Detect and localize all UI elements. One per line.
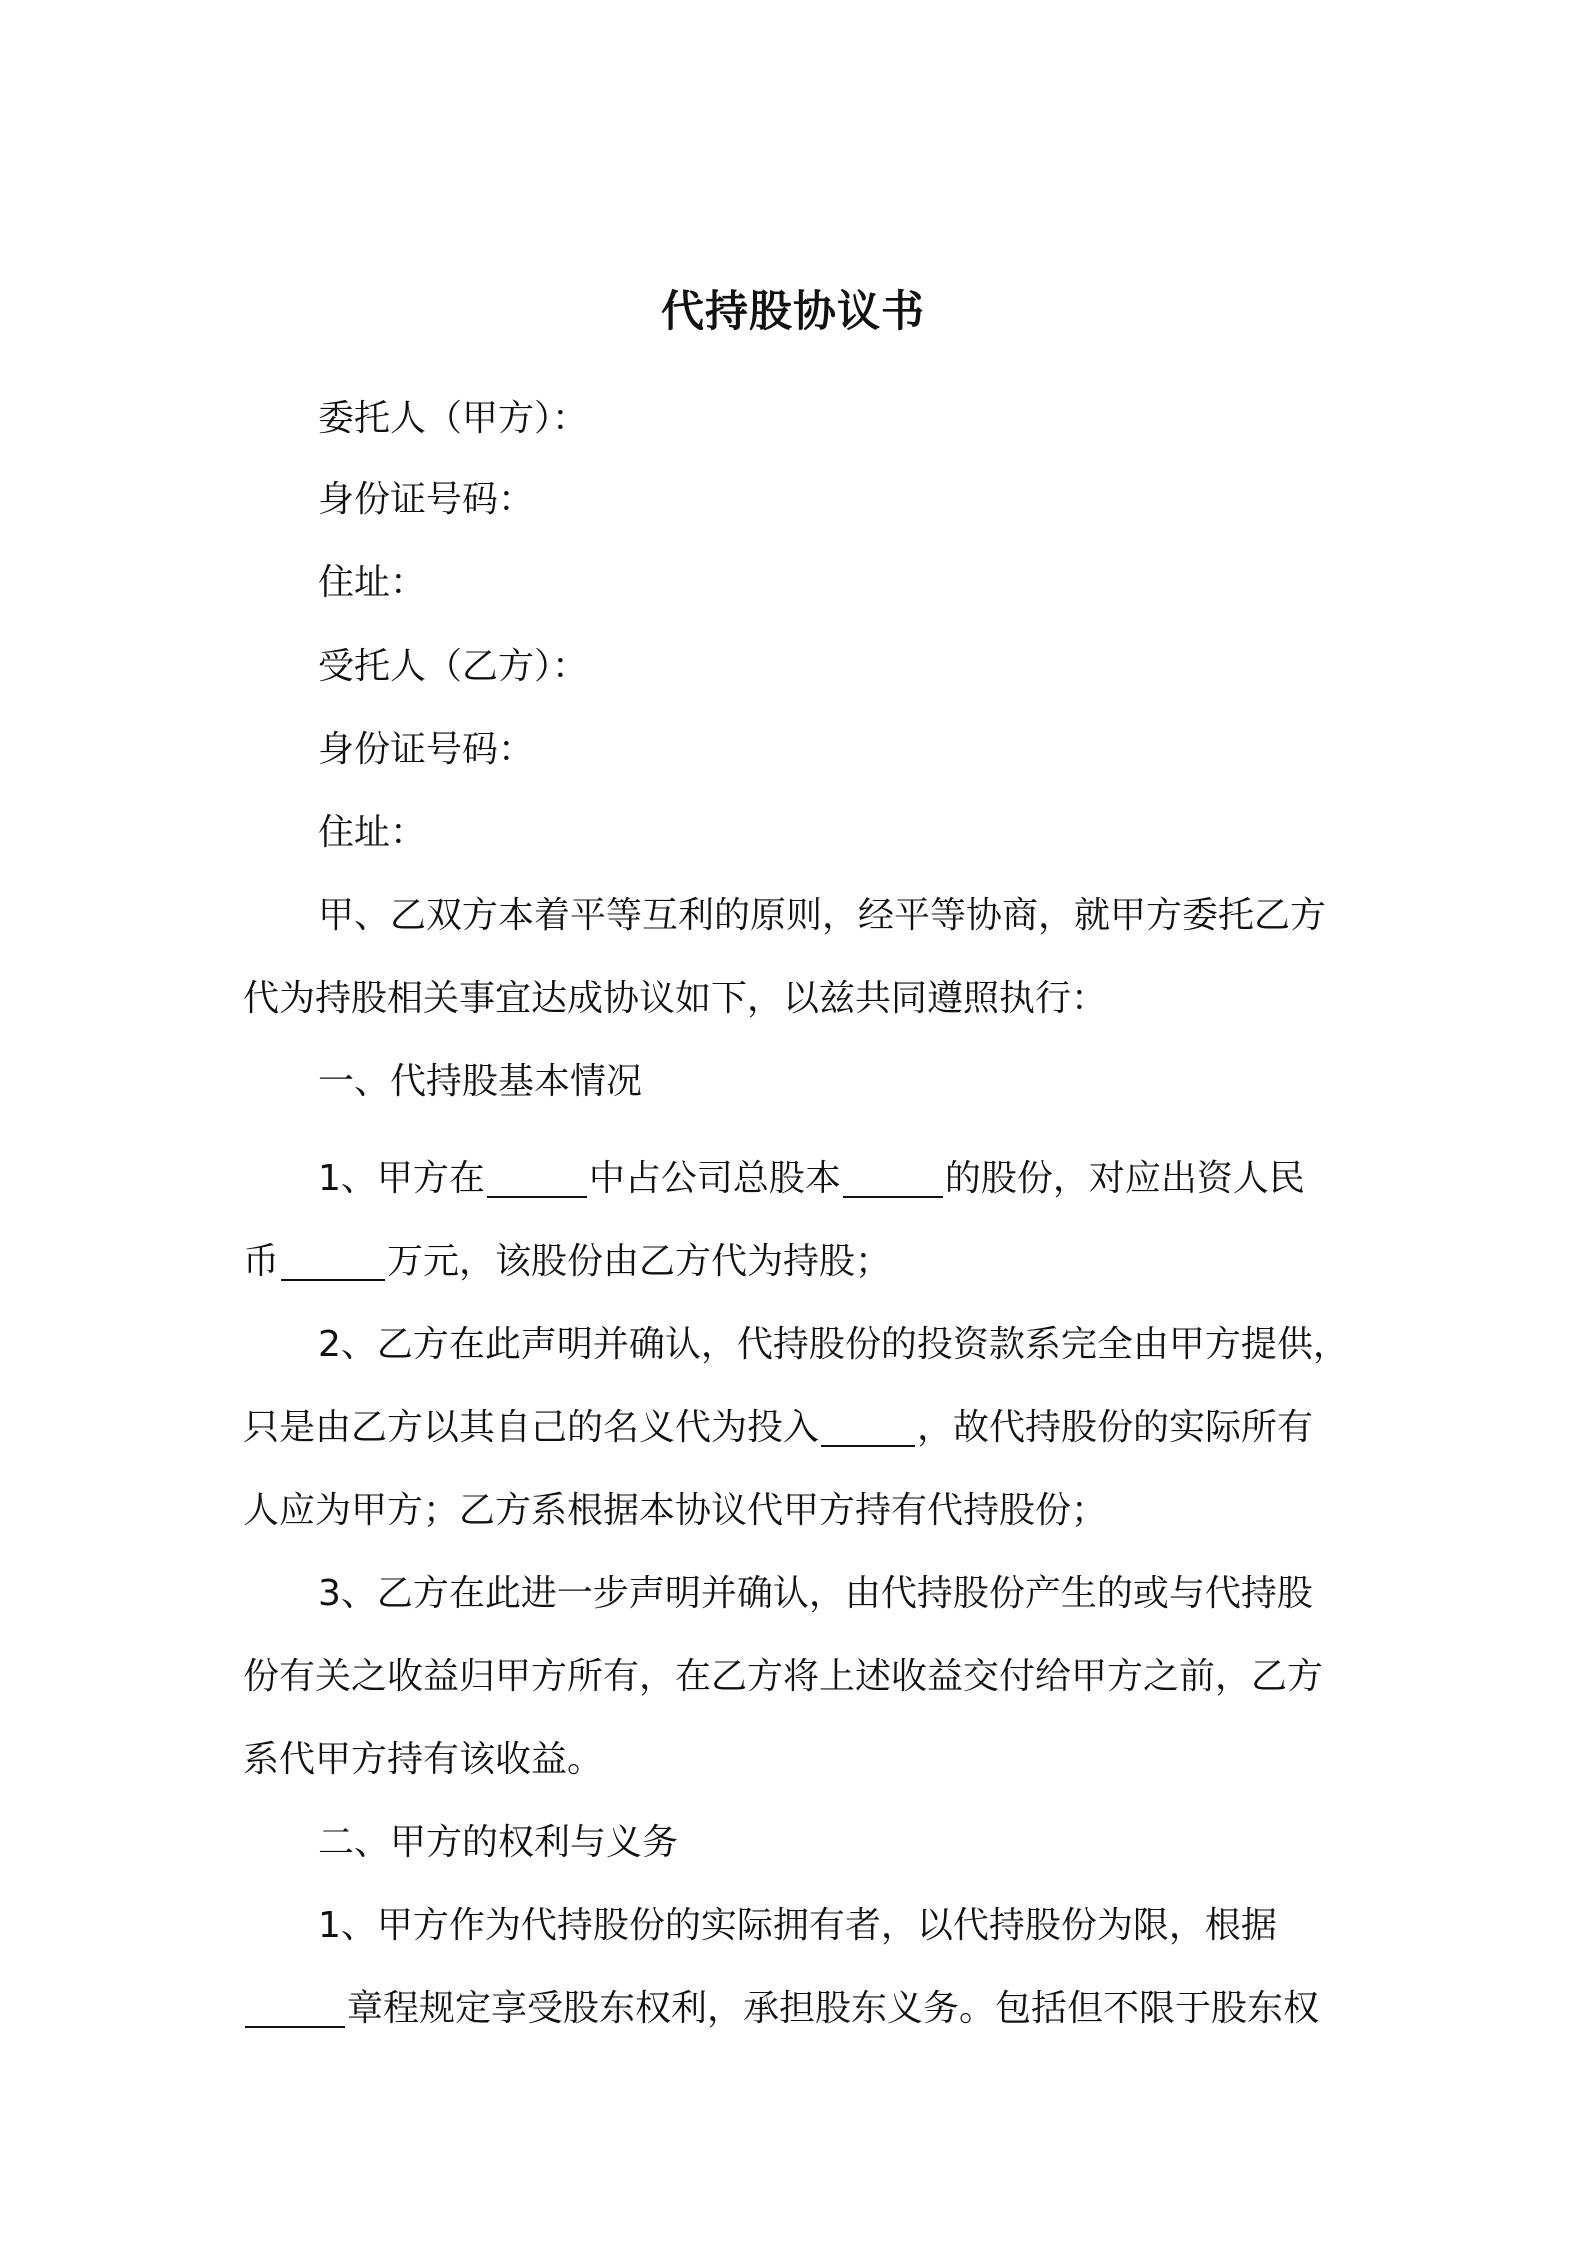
document-title: 代持股协议书: [661, 287, 925, 337]
section-1-clause-2-line-3: 人应为甲方；乙方系根据本协议代甲方持有代持股份；: [243, 1490, 1108, 1531]
clause-text: 的股份，对应出资人民: [944, 1158, 1305, 1199]
section-1-clause-3-line-1: 3、乙方在此进一步声明并确认，由代持股份产生的或与代持股: [318, 1573, 1313, 1614]
clause-text: 只是由乙方以其自己的名义代为投入: [243, 1407, 820, 1448]
section-1-clause-1-line-2: [243, 1234, 1363, 1290]
clause-text: ，故代持股份的实际所有: [917, 1407, 1314, 1448]
section-1-heading: 一、代持股基本情况: [318, 1061, 643, 1102]
section-1-clause-3-line-3: 系代甲方持有该收益。: [243, 1739, 604, 1780]
fill-in-blank: [843, 1160, 943, 1198]
party-b-label: 受托人（乙方）：: [318, 646, 589, 687]
party-b-address-label: 住址：: [318, 812, 427, 853]
section-2-heading: 二、甲方的权利与义务: [318, 1822, 679, 1863]
fill-in-blank: [821, 1409, 915, 1447]
fill-in-blank: [245, 1990, 345, 2028]
fill-in-blank: [281, 1243, 385, 1281]
clause-text: 币: [243, 1241, 280, 1282]
clause-text: 万元，该股份由乙方代为持股；: [387, 1241, 892, 1282]
section-2-clause-1-line-1: 1、甲方作为代持股份的实际拥有者，以代持股份为限，根据: [318, 1905, 1277, 1946]
preamble-line-1: 甲、乙双方本着平等互利的原则，经平等协商，就甲方委托乙方: [318, 895, 1327, 936]
fill-in-blank: [487, 1160, 587, 1198]
section-1-clause-3-line-2: 份有关之收益归甲方所有，在乙方将上述收益交付给甲方之前，乙方: [243, 1656, 1324, 1697]
preamble-line-2: 代为持股相关事宜达成协议如下，以兹共同遵照执行：: [243, 978, 1108, 1019]
clause-text: 中占公司总股本: [588, 1158, 841, 1199]
clause-text: 章程规定享受股东权利，承担股东义务。包括但不限于股东权: [347, 1988, 1320, 2029]
party-b-id-label: 身份证号码：: [318, 729, 535, 770]
party-a-address-label: 住址：: [318, 562, 427, 603]
section-2-clause-1-line-2: [243, 1981, 1363, 2037]
party-a-label: 委托人（甲方）：: [318, 398, 589, 439]
section-1-clause-1-line-1: [318, 1151, 1438, 1207]
party-a-id-label: 身份证号码：: [318, 479, 535, 520]
clause-text: 1、甲方在: [318, 1158, 485, 1199]
section-1-clause-2-line-2: [243, 1400, 1363, 1456]
section-1-clause-2-line-1: 2、乙方在此声明并确认，代持股份的投资款系完全由甲方提供，: [318, 1324, 1349, 1365]
